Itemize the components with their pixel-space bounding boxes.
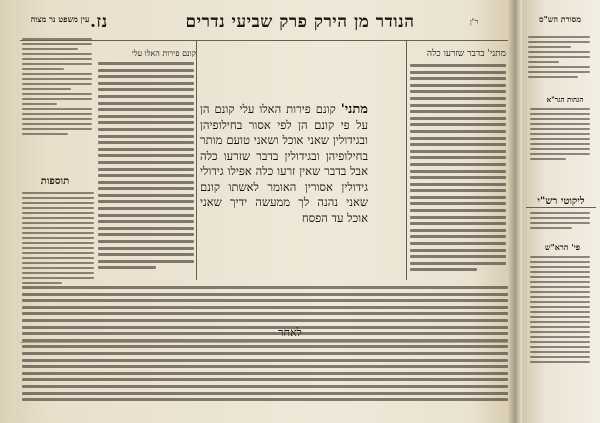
bottom-commentary-lines	[22, 286, 508, 405]
mesoret-title: מסורת הש"ס	[539, 14, 581, 24]
column-divider	[406, 40, 407, 280]
gemara-body: קונם פירות האלו עלי קונם הן על פי קונם הן לפי אסור בחילופיהן ובגידולין שאני אוכל ושאני טועם מותר בחילופיהן ובגידולין בדבר שזרעו כלה אבל בדבר שאין זרעו כלה אפילו גידולי גידולין אסורין האומר לאשתו קונם שאני נהנה לך ממעשה ידיך שאני אוכל עד הפסח	[200, 102, 368, 225]
rav-title: פי' הרא"ש	[544, 242, 581, 252]
header-rule	[20, 40, 508, 41]
rav-lines	[530, 256, 590, 366]
book-gutter	[508, 0, 522, 423]
ein-mishpat-title: עין משפט נר מצוה	[30, 14, 90, 24]
page-header	[90, 12, 490, 34]
rishon-title: ליקוטי רש"י	[526, 196, 596, 208]
rishon-opening: מתני' בדבר שזרעו כלה	[426, 49, 506, 59]
rishon-commentary-lines	[410, 64, 506, 275]
tosfot-lower-lines	[22, 192, 94, 287]
hagahot-gra-title: הגהות הגר"א	[546, 95, 584, 104]
page-header-title: הנודר מן הירק פרק שביעי נדרים	[185, 12, 415, 32]
ein-mishpat-lines	[22, 38, 92, 138]
mesoret-lines	[528, 36, 590, 81]
side-marker: ר"ן	[470, 18, 479, 26]
rishon-side-lines	[530, 212, 590, 232]
page-folio: נז.	[90, 12, 108, 32]
tosfot-opening: קונם פירות האלו עלי	[131, 49, 196, 58]
hagahot-gra-lines	[530, 108, 590, 163]
column-divider	[196, 40, 197, 280]
tosfot-title: תוספות	[40, 176, 70, 187]
tosfot-commentary-lines	[98, 62, 194, 273]
gemara-main-text	[200, 102, 368, 226]
gemara-lead-word: מתני'	[340, 102, 368, 117]
